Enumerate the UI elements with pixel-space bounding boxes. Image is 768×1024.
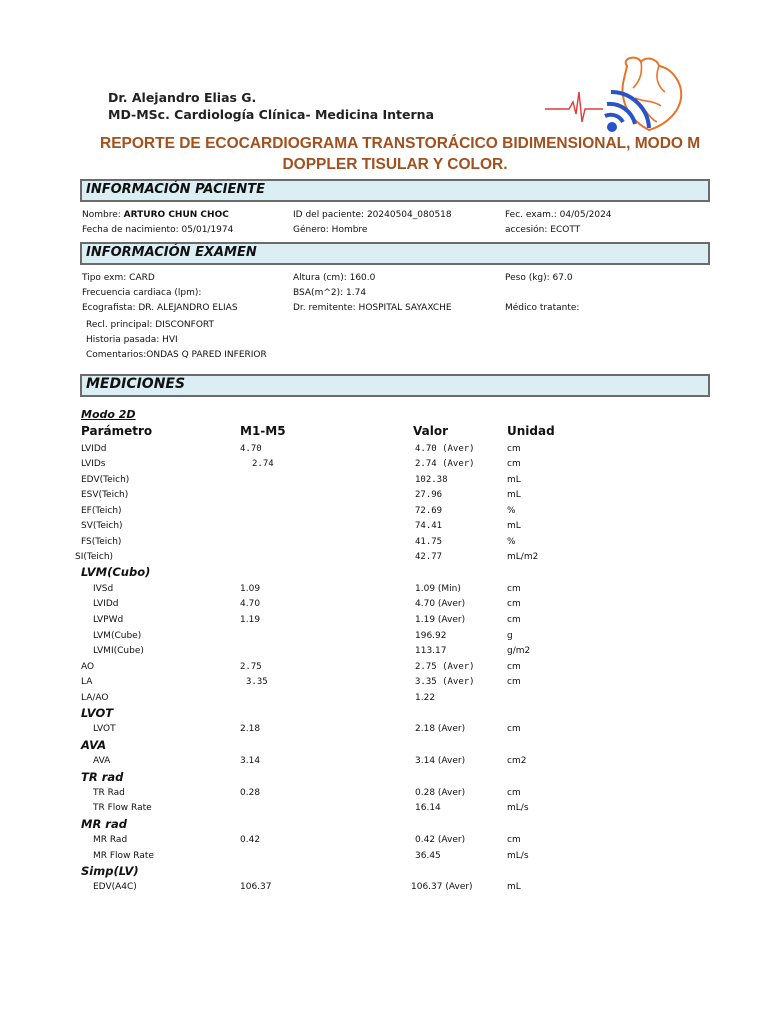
param-cell: LVIDs [81, 459, 106, 469]
exam-weight: Peso (kg): 67.0 [505, 273, 573, 283]
exam-height: Altura (cm): 160.0 [293, 273, 376, 283]
unit-cell: g/m2 [507, 646, 531, 656]
table-row [0, 677, 768, 691]
unit-cell: % [507, 506, 516, 516]
referrer: Dr. remitente: HOSPITAL SAYAXCHE [293, 303, 452, 313]
table-row [0, 584, 768, 598]
heart-rate: Frecuencia cardiaca (lpm): [82, 288, 202, 298]
report-title-line1: REPORTE DE ECOCARDIOGRAMA TRANSTORÁCICO BIDIMENSIONAL, MODO M [100, 135, 701, 152]
m1m5-cell: 1.19 [240, 615, 261, 625]
value-cell: 102.38 [415, 475, 448, 485]
gender: Género: Hombre [293, 225, 368, 235]
value-cell: 4.70 (Aver) [415, 599, 466, 609]
param-cell: AVA [93, 756, 111, 766]
value-cell: 0.42 (Aver) [415, 835, 466, 845]
table-row [0, 788, 768, 802]
param-cell: LVIDd [81, 444, 107, 454]
value-cell: 196.92 [415, 631, 447, 641]
unit-cell: cm [507, 835, 521, 845]
accession: accesión: ECOTT [505, 225, 581, 235]
measurements-section-title: MEDICIONES [86, 376, 186, 392]
column-header-value: Valor [413, 424, 449, 438]
group-label: LVM(Cubo) [81, 565, 151, 579]
doctor-title: MD-MSc. Cardiología Clínica- Medicina Interna [108, 107, 435, 122]
table-row [0, 599, 768, 613]
param-cell: LVIDd [93, 599, 119, 609]
table-row [0, 662, 768, 676]
value-cell: 36.45 [415, 851, 441, 861]
value-cell: 0.28 (Aver) [415, 788, 466, 798]
value-cell: 27.96 [415, 490, 443, 500]
m1m5-cell: 2.74 [252, 459, 274, 469]
param-cell: TR Rad [93, 788, 125, 798]
table-row [0, 459, 768, 473]
value-cell: 1.22 [415, 693, 436, 703]
unit-cell: g [507, 631, 513, 641]
value-cell: 2.18 (Aver) [415, 724, 466, 734]
report-title-line2: DOPPLER TISULAR Y COLOR. [282, 156, 508, 173]
exam-section-title: INFORMACIÓN EXAMEN [86, 245, 257, 260]
table-row [0, 521, 768, 535]
table-row [0, 693, 768, 707]
unit-cell: cm [507, 662, 521, 672]
unit-cell: cm [507, 724, 521, 734]
treating-physician: Médico tratante: [505, 303, 580, 313]
table-row [0, 835, 768, 849]
param-cell: EF(Teich) [81, 506, 122, 516]
m1m5-cell: 2.75 [240, 662, 262, 672]
m1m5-cell: 4.70 [240, 444, 262, 454]
group-label: LVOT [81, 706, 114, 720]
unit-cell: mL/s [507, 851, 529, 861]
param-cell: ESV(Teich) [81, 490, 129, 500]
value-cell: 16.14 [415, 803, 441, 813]
unit-cell: cm [507, 584, 521, 594]
value-cell: 74.41 [415, 521, 443, 531]
m1m5-cell: 106.37 [240, 882, 272, 892]
heart-logo-icon [545, 52, 685, 134]
chief-complaint: Recl. principal: DISCONFORT [86, 320, 214, 330]
param-cell: FS(Teich) [81, 537, 122, 547]
group-label: TR rad [81, 770, 124, 784]
table-row [0, 537, 768, 551]
param-cell: LVM(Cube) [93, 631, 142, 641]
value-cell: 2.75 (Aver) [415, 662, 475, 672]
column-header-m1-m5: M1-M5 [240, 424, 286, 438]
patient-section-title: INFORMACIÓN PACIENTE [86, 182, 265, 197]
value-cell: 106.37 (Aver) [411, 882, 473, 892]
column-header-unit: Unidad [507, 424, 555, 438]
unit-cell: cm [507, 599, 521, 609]
param-cell: LVOT [93, 724, 116, 734]
value-cell: 72.69 [415, 506, 443, 516]
param-cell: IVSd [93, 584, 114, 594]
param-cell: LA/AO [81, 693, 109, 703]
m1m5-cell: 3.35 [246, 677, 268, 687]
exam-date: Fec. exam.: 04/05/2024 [505, 210, 612, 220]
value-cell: 41.75 [415, 537, 443, 547]
doctor-name: Dr. Alejandro Elias G. [108, 90, 257, 105]
group-label: MR rad [81, 817, 127, 831]
table-row [0, 803, 768, 817]
param-cell: SV(Teich) [81, 521, 123, 531]
unit-cell: mL [507, 475, 521, 485]
ecg-line-icon [545, 92, 603, 122]
birth-date: Fecha de nacimiento: 05/01/1974 [82, 225, 234, 235]
unit-cell: mL [507, 882, 521, 892]
unit-cell: mL [507, 490, 521, 500]
patient-id: ID del paciente: 20240504_080518 [293, 210, 452, 220]
comments: Comentarios:ONDAS Q PARED INFERIOR [86, 350, 267, 360]
unit-cell: cm [507, 788, 521, 798]
column-header-parameter: Parámetro [81, 424, 153, 438]
group-label: AVA [81, 738, 107, 752]
unit-cell: mL/m2 [507, 552, 539, 562]
sonographer: Ecografista: DR. ALEJANDRO ELIAS [82, 303, 238, 313]
param-cell: LVPWd [93, 615, 124, 625]
value-cell: 4.70 (Aver) [415, 444, 475, 454]
bsa: BSA(m^2): 1.74 [293, 288, 367, 298]
value-cell: 1.09 (Min) [415, 584, 461, 594]
exam-type: Tipo exm: CARD [82, 273, 155, 283]
table-row [0, 490, 768, 504]
unit-cell: cm2 [507, 756, 527, 766]
param-cell: LVMI(Cube) [93, 646, 144, 656]
value-cell: 1.19 (Aver) [415, 615, 466, 625]
m1m5-cell: 2.18 [240, 724, 261, 734]
patient-name: Nombre: ARTURO CHUN CHOC [82, 210, 229, 220]
unit-cell: mL [507, 521, 521, 531]
table-row [0, 724, 768, 738]
unit-cell: cm [507, 677, 521, 687]
past-history: Historia pasada: HVI [86, 335, 178, 345]
table-row [0, 552, 768, 566]
value-cell: 2.74 (Aver) [415, 459, 475, 469]
unit-cell: cm [507, 615, 521, 625]
m1m5-cell: 0.28 [240, 788, 261, 798]
unit-cell: mL/s [507, 803, 529, 813]
table-row [0, 851, 768, 865]
value-cell: 113.17 [415, 646, 447, 656]
table-row [0, 756, 768, 770]
param-cell: SI(Teich) [75, 552, 114, 562]
m1m5-cell: 4.70 [240, 599, 261, 609]
m1m5-cell: 1.09 [240, 584, 261, 594]
param-cell: MR Flow Rate [93, 851, 154, 861]
measurements-section-header [80, 374, 710, 397]
param-cell: LA [81, 677, 93, 687]
value-cell: 3.35 (Aver) [415, 677, 475, 687]
unit-cell: cm [507, 444, 521, 454]
param-cell: EDV(A4C) [93, 882, 137, 892]
param-cell: AO [81, 662, 95, 672]
group-label: Simp(LV) [81, 864, 139, 878]
m1m5-cell: 0.42 [240, 835, 261, 845]
table-row [0, 506, 768, 520]
table-row [0, 444, 768, 458]
table-row [0, 882, 768, 896]
param-cell: MR Rad [93, 835, 128, 845]
table-row [0, 631, 768, 645]
table-row [0, 475, 768, 489]
table-row [0, 615, 768, 629]
value-cell: 42.77 [415, 552, 443, 562]
param-cell: EDV(Teich) [81, 475, 130, 485]
unit-cell: % [507, 537, 516, 547]
exam-section-header [80, 242, 710, 265]
unit-cell: cm [507, 459, 521, 469]
patient-section-header [80, 179, 710, 202]
value-cell: 3.14 (Aver) [415, 756, 466, 766]
param-cell: TR Flow Rate [93, 803, 152, 813]
table-row [0, 646, 768, 660]
m1m5-cell: 3.14 [240, 756, 261, 766]
mode-label: Modo 2D [81, 408, 136, 421]
